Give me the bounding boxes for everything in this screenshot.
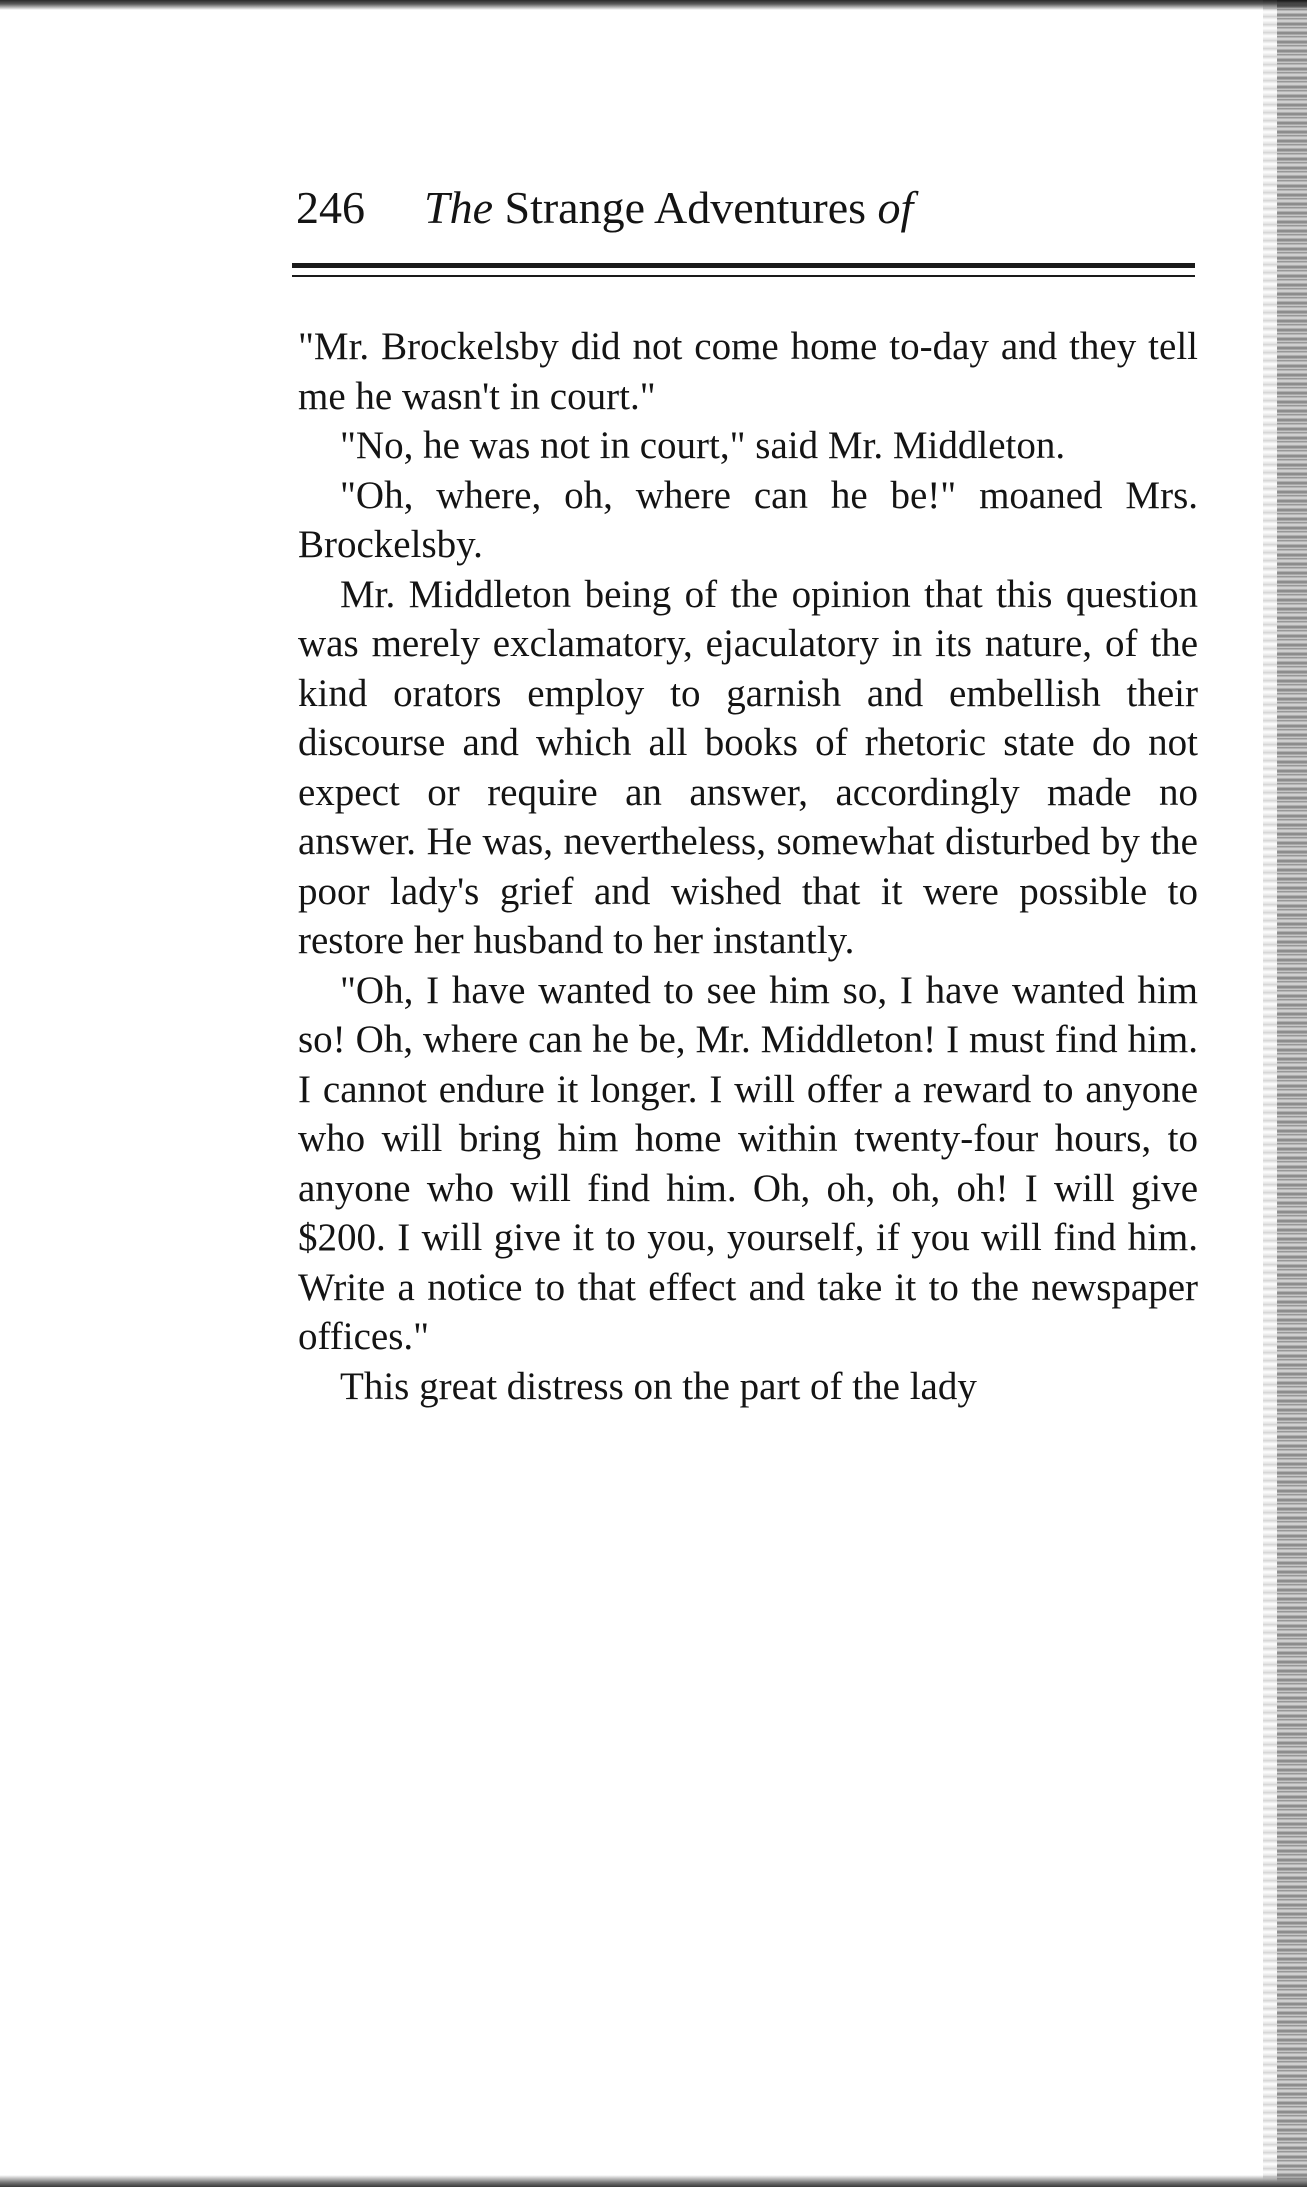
- page-binding-shadow: [1263, 0, 1277, 2187]
- paragraph: Mr. Middleton being of the opinion that this question was merely exclamatory, ejaculatory in its nature, of the kind orators employ to garnish and embellish their discourse and which all books of rhetoric state do not expect or require an answer, accordingly made no answer. He was, nevertheless, somewhat disturbed by the poor lady's grief and wished that it were possible to restore her husband to her instantly.: [298, 572, 1198, 962]
- page-bottom-edge: [0, 2175, 1307, 2187]
- header-rule-thin: [292, 275, 1195, 277]
- running-title-of: of: [877, 182, 914, 233]
- paragraph: "Mr. Brockelsby did not come home to-day and they tell me he wasn't in court.": [298, 325, 1198, 418]
- paragraph: "No, he was not in court," said Mr. Middleton.: [340, 424, 1066, 467]
- page-number: 246: [296, 182, 365, 233]
- page-header: [296, 178, 1196, 238]
- paragraph: This great distress on the part of the lady: [340, 1364, 977, 1408]
- header-rule-thick: [292, 263, 1195, 268]
- running-title-the: The: [424, 182, 493, 233]
- running-title-main: Strange Adventures: [504, 182, 867, 233]
- paragraph: "Oh, where, oh, where can he be!" moaned Mrs. Brockelsby.: [298, 473, 1198, 566]
- page-top-edge: [0, 0, 1307, 10]
- running-title: [424, 182, 913, 233]
- paragraph: "Oh, I have wanted to see him so, I have wanted him so! Oh, where can he be, Mr. Middleton! I must find him. I cannot endure it longer. I will offer a reward to anyone who will bring him home within twenty-four hours, to anyone who will find him. Oh, oh, oh, oh! I will give $200. I will give it to you, yourself, if you will find him. Write a notice to that effect and take it to the newspaper offices.": [298, 968, 1198, 1358]
- page-right-edge: [1277, 0, 1307, 2187]
- body-text: [298, 322, 1198, 1411]
